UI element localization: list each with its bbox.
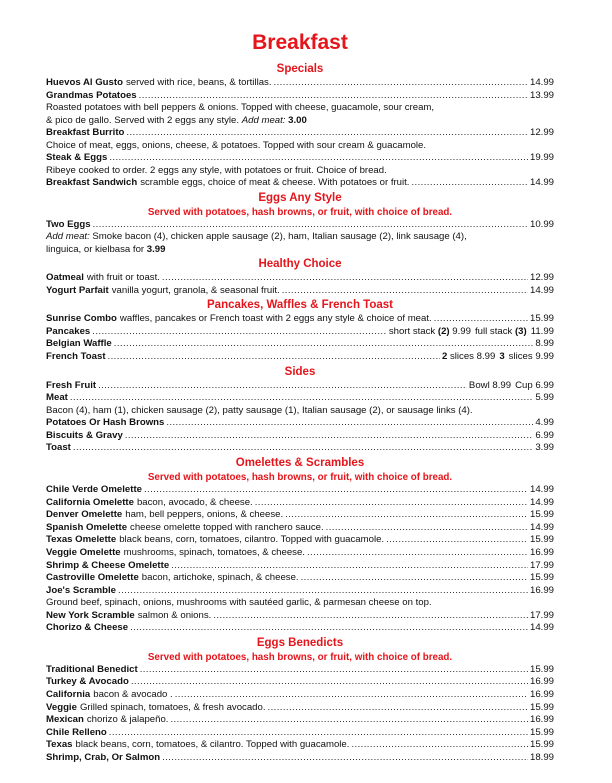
- leader-dots: [166, 417, 533, 430]
- item-price: 8.99: [535, 338, 554, 350]
- leader-dots: [139, 90, 528, 103]
- menu-item: [46, 727, 554, 740]
- section-subtitle: Served with potatoes, hash browns, or fruit, with choice of bread.: [147, 651, 453, 663]
- leader-dots: [213, 610, 528, 623]
- leader-dots: [93, 219, 528, 232]
- item-note: Add meat: Smoke bacon (4), chicken apple sausage (2), ham, Italian sausage (2), link sausage (4),: [46, 231, 467, 243]
- item-name: Veggie Omelette: [46, 546, 121, 558]
- item-price: 11.99: [530, 325, 554, 337]
- item-name: Toast: [46, 442, 71, 454]
- item-price: 15.99: [529, 572, 554, 584]
- item-note: Roasted potatoes with bell peppers & onions. Topped with cheese, guacamole, sour cream,: [46, 102, 435, 114]
- item-name: Chorizo & Cheese: [46, 622, 129, 634]
- section-title: Specials: [276, 63, 324, 75]
- section-title: Sides: [284, 365, 316, 378]
- section-title: Pancakes, Waffles & French Toast: [207, 299, 393, 312]
- item-price: 14.99: [529, 521, 554, 533]
- item-name: Chile Verde Omelette: [46, 483, 142, 495]
- item-name: Potatoes Or Hash Browns: [46, 417, 165, 429]
- menu-item: [46, 127, 554, 140]
- leader-dots: [282, 285, 528, 298]
- menu-section: [46, 365, 554, 455]
- leader-dots: [162, 752, 528, 765]
- item-description: black beans, corn, tomatoes, & cilantro. Topped with guacamole.: [75, 739, 350, 751]
- item-description: salmon & onions.: [137, 609, 212, 621]
- menu-item: [46, 272, 554, 285]
- item-option-a: 2 slices 8.99: [441, 350, 496, 362]
- menu-item: [46, 702, 554, 715]
- leader-dots: [268, 702, 528, 715]
- section-title: Healthy Choice: [258, 258, 342, 270]
- item-name: Meat: [46, 392, 68, 404]
- menu-section: [46, 62, 554, 190]
- menu-item: [46, 534, 554, 547]
- item-price: 15.99: [529, 534, 554, 546]
- leader-dots: [175, 689, 528, 702]
- item-name: Shrimp & Cheese Omelette: [46, 559, 170, 571]
- item-price: 5.99: [535, 392, 554, 404]
- menu-item: [46, 351, 554, 364]
- item-price: 15.99: [529, 509, 554, 521]
- item-option-b: [499, 351, 504, 364]
- item-note: Bacon (4), ham (1), chicken sausage (2), patty sausage (1), Italian sausage (2), or sausage links (4).: [46, 404, 473, 416]
- item-name: Oatmeal: [46, 272, 84, 283]
- leader-dots: [144, 484, 528, 497]
- leader-dots: [255, 497, 528, 510]
- item-price: 6.99: [535, 429, 554, 441]
- menu-item: [46, 380, 554, 393]
- item-price: 14.99: [529, 177, 554, 188]
- item-price: Cup 6.99: [515, 379, 554, 391]
- item-name: Breakfast Sandwich: [46, 177, 138, 188]
- item-option-b: full stack (3): [474, 325, 527, 337]
- item-name: Yogurt Parfait: [46, 284, 109, 296]
- leader-dots: [109, 727, 528, 740]
- item-price: 16.99: [529, 584, 554, 596]
- leader-dots: [386, 534, 528, 547]
- item-note: linguica, or kielbasa for 3.99: [46, 243, 166, 255]
- menu-item: [46, 622, 554, 635]
- item-price: 14.99: [529, 496, 554, 508]
- leader-dots: [326, 522, 528, 535]
- menu-item: [46, 338, 554, 351]
- menu-sections: [46, 62, 554, 765]
- item-name: Pancakes: [46, 325, 91, 337]
- item-price: 3.99: [535, 442, 554, 454]
- leader-dots: [125, 430, 534, 443]
- leader-dots: [162, 272, 528, 285]
- leader-dots: [274, 77, 528, 90]
- item-price: 19.99: [529, 152, 554, 163]
- leader-dots: [98, 380, 467, 393]
- leader-dots: [171, 560, 528, 573]
- item-price: 14.99: [529, 77, 554, 88]
- item-name: Joe's Scramble: [46, 584, 117, 596]
- menu-item: [46, 484, 554, 497]
- item-option-a: Bowl 8.99: [468, 379, 512, 391]
- item-note: Choice of meat, eggs, onions, cheese, & potatoes. Topped with sour cream & guacamole.: [46, 139, 427, 151]
- leader-dots: [131, 676, 528, 689]
- item-name: Sunrise Combo: [46, 313, 117, 325]
- item-description: mushrooms, spinach, tomatoes, & cheese.: [123, 546, 305, 558]
- item-price: 13.99: [529, 89, 554, 101]
- item-name: Veggie: [46, 701, 77, 713]
- menu-item: [46, 285, 554, 298]
- item-price: 14.99: [529, 622, 554, 634]
- menu-item: [46, 177, 554, 190]
- menu-item: [46, 417, 554, 430]
- item-price: 12.99: [529, 127, 554, 138]
- option-qty: 3: [499, 350, 505, 362]
- menu-item: [46, 610, 554, 623]
- item-price: 14.99: [529, 483, 554, 495]
- menu-item: [46, 509, 554, 522]
- item-description: bacon & avocado .: [93, 689, 173, 701]
- item-name: Spanish Omelette: [46, 521, 128, 533]
- menu-section: [46, 257, 554, 297]
- item-name: Two Eggs: [46, 218, 91, 230]
- leader-dots: [114, 338, 534, 351]
- section-subtitle: Served with potatoes, hash browns, or fruit, with choice of bread.: [147, 471, 453, 483]
- item-name: Shrimp, Crab, Or Salmon: [46, 752, 161, 764]
- item-note: & pico de gallo. Served with 2 eggs any style. Add meat: 3.00: [46, 114, 307, 126]
- page-title: Breakfast: [252, 31, 348, 54]
- option-qty: (3): [514, 325, 527, 337]
- menu-item: [46, 676, 554, 689]
- item-name: Steak & Eggs: [46, 152, 108, 163]
- menu-item: [46, 442, 554, 455]
- item-name: Grandmas Potatoes: [46, 89, 137, 101]
- menu-item: [46, 689, 554, 702]
- item-name: Denver Omelette: [46, 509, 123, 521]
- menu-item: [46, 585, 554, 598]
- menu-section: [46, 298, 554, 363]
- leader-dots: [285, 509, 528, 522]
- menu-item: [46, 430, 554, 443]
- item-name: Chile Relleno: [46, 726, 107, 738]
- menu-item: [46, 560, 554, 573]
- menu-item: [46, 90, 554, 103]
- note-italic: Add meat:: [46, 231, 90, 243]
- menu-item: [46, 547, 554, 560]
- leader-dots: [70, 392, 533, 405]
- menu-item: [46, 392, 554, 405]
- item-description: bacon, avocado, & cheese.: [136, 496, 253, 508]
- section-subtitle: Served with potatoes, hash browns, or fruit, with choice of bread.: [147, 206, 453, 218]
- section-title: Omelettes & Scrambles: [235, 456, 365, 469]
- item-description: black beans, corn, tomatoes, cilantro. Topped with guacamole.: [119, 534, 385, 546]
- menu-item: [46, 152, 554, 165]
- menu-item: [46, 77, 554, 90]
- item-price: 4.99: [535, 417, 554, 429]
- item-description: vanilla yogurt, granola, & seasonal fruit.: [111, 284, 280, 296]
- item-price: 15.99: [529, 663, 554, 675]
- leader-dots: [411, 177, 528, 190]
- item-price: 16.99: [529, 676, 554, 688]
- item-note: Ground beef, spinach, onions, mushrooms with sautéed garlic, & parmesan cheese on top.: [46, 597, 432, 609]
- item-description: scramble eggs, choice of meat & cheese. With potatoes or fruit.: [140, 177, 410, 188]
- menu-item: [46, 572, 554, 585]
- option-qty: (2): [437, 325, 450, 337]
- leader-dots: [126, 127, 528, 140]
- leader-dots: [307, 547, 528, 560]
- menu-item: [46, 664, 554, 677]
- leader-dots: [130, 622, 528, 635]
- item-description: bacon, artichoke, spinach, & cheese.: [141, 572, 299, 584]
- item-name: Texas: [46, 739, 73, 751]
- menu-section: [46, 456, 554, 635]
- menu-section: [46, 636, 554, 765]
- menu-item: [46, 497, 554, 510]
- item-name: Biscuits & Gravy: [46, 429, 123, 441]
- item-name: Texas Omelette: [46, 534, 117, 546]
- note-bold: 3.99: [146, 243, 166, 255]
- item-price: 15.99: [529, 739, 554, 751]
- item-option-a: short stack (2) 9.99: [388, 325, 471, 337]
- item-price: 10.99: [529, 218, 554, 230]
- item-name: French Toast: [46, 350, 106, 362]
- option-qty: 2: [441, 350, 448, 362]
- item-name: Mexican: [46, 714, 84, 726]
- item-description: waffles, pancakes or French toast with 2 eggs any style & choice of meat.: [119, 313, 432, 325]
- item-price: 18.99: [529, 752, 554, 764]
- section-title: Eggs Benedicts: [256, 636, 344, 649]
- leader-dots: [351, 739, 528, 752]
- menu-item: [46, 326, 554, 339]
- item-description: cheese omelette topped with ranchero sauce.: [130, 521, 324, 533]
- item-name: Breakfast Burrito: [46, 127, 125, 138]
- item-name: Belgian Waffle: [46, 338, 112, 350]
- menu-item: [46, 313, 554, 326]
- item-price: 12.99: [529, 272, 554, 283]
- item-description: with fruit or toast.: [86, 272, 160, 283]
- item-price: 15.99: [529, 701, 554, 713]
- menu-item: [46, 739, 554, 752]
- section-title: Eggs Any Style: [258, 191, 342, 204]
- item-note: Ribeye cooked to order. 2 eggs any style, with potatoes or fruit. Choice of bread.: [46, 164, 387, 176]
- leader-dots: [92, 326, 387, 339]
- item-price: 16.99: [529, 689, 554, 701]
- menu-section: [46, 191, 554, 256]
- item-name: Fresh Fruit: [46, 379, 97, 391]
- item-name: Huevos Al Gusto: [46, 77, 123, 88]
- item-price: slices 9.99: [508, 350, 554, 362]
- note-italic: Add meat:: [241, 114, 286, 126]
- item-price: 16.99: [529, 546, 554, 558]
- leader-dots: [140, 664, 528, 677]
- item-name: New York Scramble: [46, 609, 135, 621]
- menu-item: [46, 752, 554, 765]
- item-description: served with rice, beans, & tortillas.: [125, 77, 272, 88]
- item-price: 17.99: [529, 559, 554, 571]
- leader-dots: [109, 152, 528, 165]
- leader-dots: [170, 714, 528, 727]
- item-name: California: [46, 689, 91, 701]
- item-name: Turkey & Avocado: [46, 676, 129, 688]
- item-description: ham, bell peppers, onions, & cheese.: [125, 509, 284, 521]
- menu-item: [46, 522, 554, 535]
- item-name: California Omelette: [46, 496, 134, 508]
- leader-dots: [118, 585, 528, 598]
- leader-dots: [73, 442, 533, 455]
- note-bold: 3.00: [288, 114, 307, 126]
- item-price: 17.99: [529, 609, 554, 621]
- item-name: Traditional Benedict: [46, 663, 138, 675]
- item-description: Grilled spinach, tomatoes, & fresh avocado.: [79, 701, 266, 713]
- item-description: chorizo & jalapeño.: [86, 714, 169, 726]
- leader-dots: [108, 351, 440, 364]
- leader-dots: [434, 313, 528, 326]
- item-price: 16.99: [529, 714, 554, 726]
- item-name: Castroville Omelette: [46, 572, 139, 584]
- item-price: 15.99: [529, 726, 554, 738]
- menu-item: [46, 219, 554, 232]
- item-price: 14.99: [529, 284, 554, 296]
- item-price: 15.99: [529, 313, 554, 325]
- leader-dots: [301, 572, 528, 585]
- menu-item: [46, 714, 554, 727]
